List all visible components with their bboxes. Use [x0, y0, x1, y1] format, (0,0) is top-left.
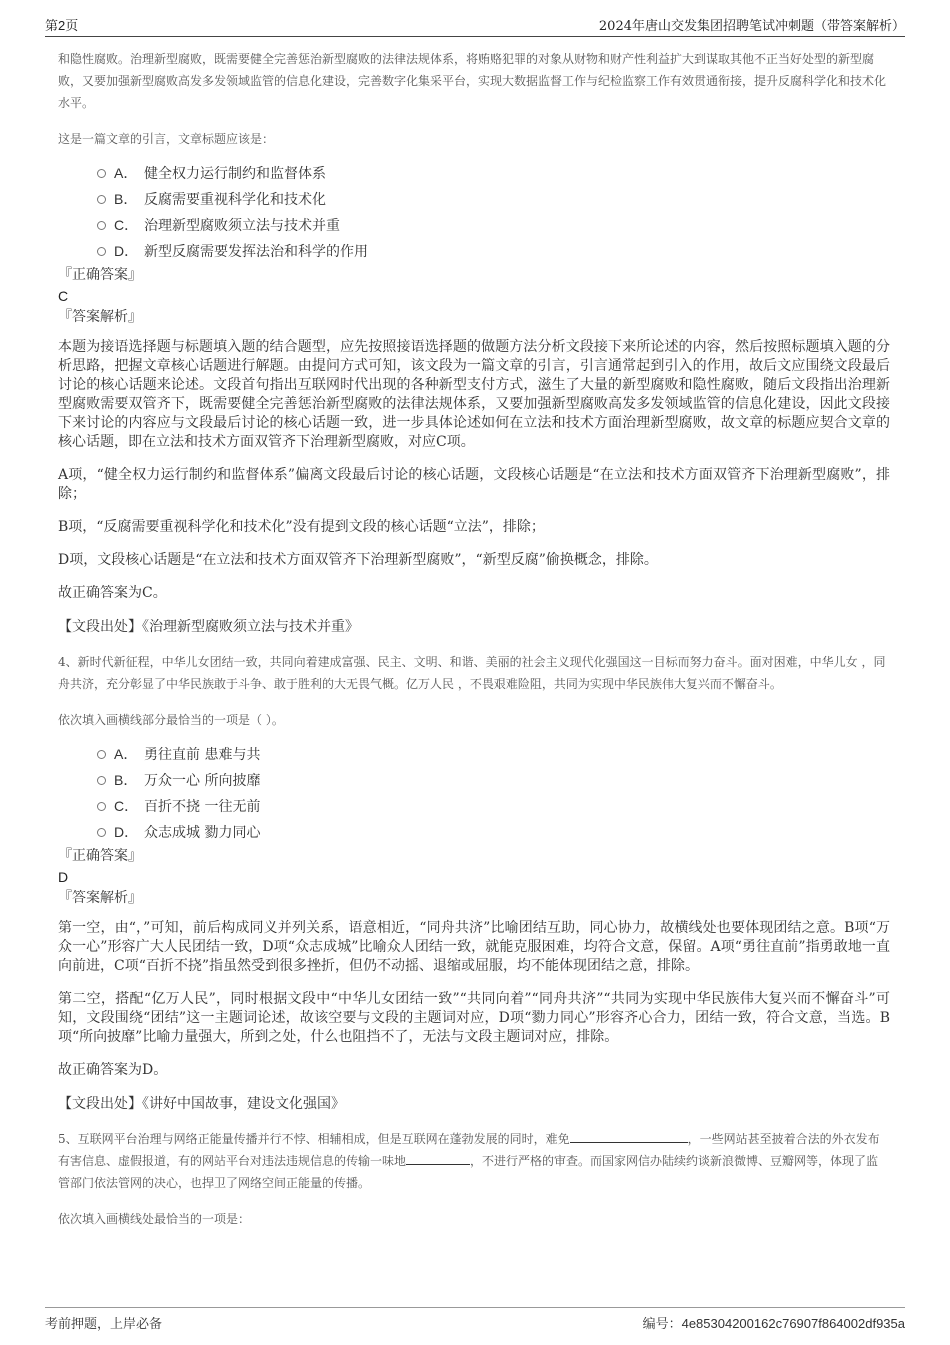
q3-option-d[interactable]: D． 新型反腐需要发挥法治和科学的作用 [97, 238, 890, 264]
q5-prompt: 依次填入画横线处最恰当的一项是： [58, 1212, 251, 1226]
q3-prompt: 这是一篇文章的引言，文章标题应该是： [58, 132, 275, 146]
q3-analysis-para: 本题为接语选择题与标题填入题的结合题型，应先按照接语选择题的做题方法分析文段接下来所论述的内容，然后按照标题填入题的分析思路，把握文章核心话题进行解题。由提问方式可知，该文段为一篇文章的引言，引言通常起到引入的作用，故后文应围绕文段最后讨论的核心话题来论述。文段首句指出互联网时代出现的各种新型支付方式，滋生了大量的新型腐败和隐性腐败，随后文段指出治理新型腐败需要双管齐下，既需要健全完善惩治新型腐败的法律法规体系，又要加强新型腐败高发多发领域监管的信息化建设，因此文段接下来讨论的内容应与文段最后讨论的核心话题一致，进一步具体论述如何在立法和技术方面治理新型腐败，故文章的标题应契合文章的核心话题，即在立法和技术方面双管齐下治理新型腐败，对应C项。 [58, 339, 890, 450]
radio-icon[interactable] [97, 195, 106, 204]
q4-source: 【文段出处】《讲好中国故事，建设文化强国》 [58, 1096, 345, 1112]
q3-source: 【文段出处】《治理新型腐败须立法与技术并重》 [58, 619, 359, 635]
q4-option-a[interactable]: A． 勇往直前 患难与共 [97, 741, 890, 767]
q4-analysis-label: 『答案解析』 [58, 890, 142, 906]
fill-blank[interactable] [570, 1130, 688, 1143]
q3-analysis-para: D项，文段核心话题是“在立法和技术方面双管齐下治理新型腐败”，“新型反腐”偷换概念，排除。 [58, 552, 658, 568]
q3-analysis-label: 『答案解析』 [58, 309, 142, 325]
q4-analysis-para: 第二空，搭配“亿万人民”，同时根据文段中“中华儿女团结一致”“共同向着”“同舟共济”“共同为实现中华民族伟大复兴而不懈奋斗”可知，文段围绕“团结”这一主题词论述，故该空要与文段的主题词对应，D项“勠力同心”形容齐心合力，团结一致，符合文意，当选。B项“所向披靡”比喻力量强大，所到之处，什么也阻挡不了，无法与文段主题词对应，排除。 [58, 991, 890, 1045]
q3-analysis-para: A项，“健全权力运行制约和监督体系”偏离文段最后讨论的核心话题，文段核心话题是“在立法和技术方面双管齐下治理新型腐败”，排除； [58, 467, 890, 502]
q4-answer-label: 『正确答案』 [58, 848, 142, 864]
document-title: 2024年唐山交发集团招聘笔试冲刺题（带答案解析） [598, 19, 905, 34]
q4-options [97, 741, 890, 845]
q4-option-d[interactable]: D． 众志成城 勠力同心 [97, 819, 890, 845]
q3-answer: C [58, 288, 69, 304]
q3-option-a[interactable]: A． 健全权力运行制约和监督体系 [97, 160, 890, 186]
q3-passage: 和隐性腐败。治理新型腐败，既需要健全完善惩治新型腐败的法律法规体系，将贿赂犯罪的对象从财物和财产性利益扩大到谋取其他不正当好处型的新型腐败，又要加强新型腐败高发多发领域监管的信息化建设，完善数字化集采平台，实现大数据监督工作与纪检监察工作有效贯通衔接，提升反腐科学化和技术化水平。 [58, 52, 887, 110]
document-body [55, 48, 890, 1230]
q4-passage: 4、新时代新征程，中华儿女团结一致，共同向着建成富强、民主、文明、和谐、美丽的社会主义现代化强国这一目标而努力奋斗。面对困难，中华儿女 ，同舟共济，充分彰显了中华民族敢于斗争、敢于胜利的大无畏气概。亿万人民 ，不畏艰难险阻，共同为实现中华民族伟大复兴而不懈奋斗。 [58, 655, 886, 691]
radio-icon[interactable] [97, 802, 106, 811]
q5-passage: 5、互联网平台治理与网络正能量传播并行不悖、相辅相成，但是互联网在蓬勃发展的同时，难免 ，一些网站甚至披着合法的外衣发布有害信息、虚假报道，有的网站平台对违法违规信息的传输一味地 ，不进行严格的审查。而国家网信办陆续约谈新浪微博、豆瓣网等，体现了监管部门依法管网的决心，也捍卫了网络空间正能量的传播。 [58, 1132, 880, 1190]
page-number: 第2页 [45, 18, 79, 33]
fill-blank[interactable] [406, 1152, 470, 1165]
q4-analysis-para: 故正确答案为D。 [58, 1062, 168, 1078]
radio-icon[interactable] [97, 221, 106, 230]
page-header [45, 10, 905, 37]
q4-prompt: 依次填入画横线部分最恰当的一项是（ ）。 [58, 713, 284, 727]
q3-option-b[interactable]: B． 反腐需要重视科学化和技术化 [97, 186, 890, 212]
radio-icon[interactable] [97, 750, 106, 759]
q3-analysis-para: B项，“反腐需要重视科学化和技术化”没有提到文段的核心话题“立法”，排除； [58, 519, 545, 535]
radio-icon[interactable] [97, 247, 106, 256]
q4-option-b[interactable]: B． 万众一心 所向披靡 [97, 767, 890, 793]
radio-icon[interactable] [97, 776, 106, 785]
q3-options [97, 160, 890, 264]
radio-icon[interactable] [97, 828, 106, 837]
q4-analysis-para: 第一空，由“，”可知，前后构成同义并列关系，语意相近，“同舟共济”比喻团结互助，同心协力，故横线处也要体现团结之意。B项“万众一心”形容广大人民团结一致，D项“众志成城”比喻众人团结一致，就能克服困难，均符合文意，保留。A项“勇往直前”指勇敢地一直向前进，C项“百折不挠”指虽然受到很多挫折，但仍不动摇、退缩或屈服，均不能体现团结之意，排除。 [58, 920, 890, 974]
radio-icon[interactable] [97, 169, 106, 178]
q3-answer-label: 『正确答案』 [58, 267, 142, 283]
q4-option-c[interactable]: C． 百折不挠 一往无前 [97, 793, 890, 819]
footer-slogan: 考前押题，上岸必备 [45, 1317, 163, 1332]
q3-option-c[interactable]: C． 治理新型腐败须立法与技术并重 [97, 212, 890, 238]
q4-answer: D [58, 869, 69, 885]
page-footer [45, 1307, 905, 1332]
document-code: 编号：4e85304200162c76907f864002df935a [642, 1316, 905, 1331]
q3-analysis-para: 故正确答案为C。 [58, 585, 167, 601]
